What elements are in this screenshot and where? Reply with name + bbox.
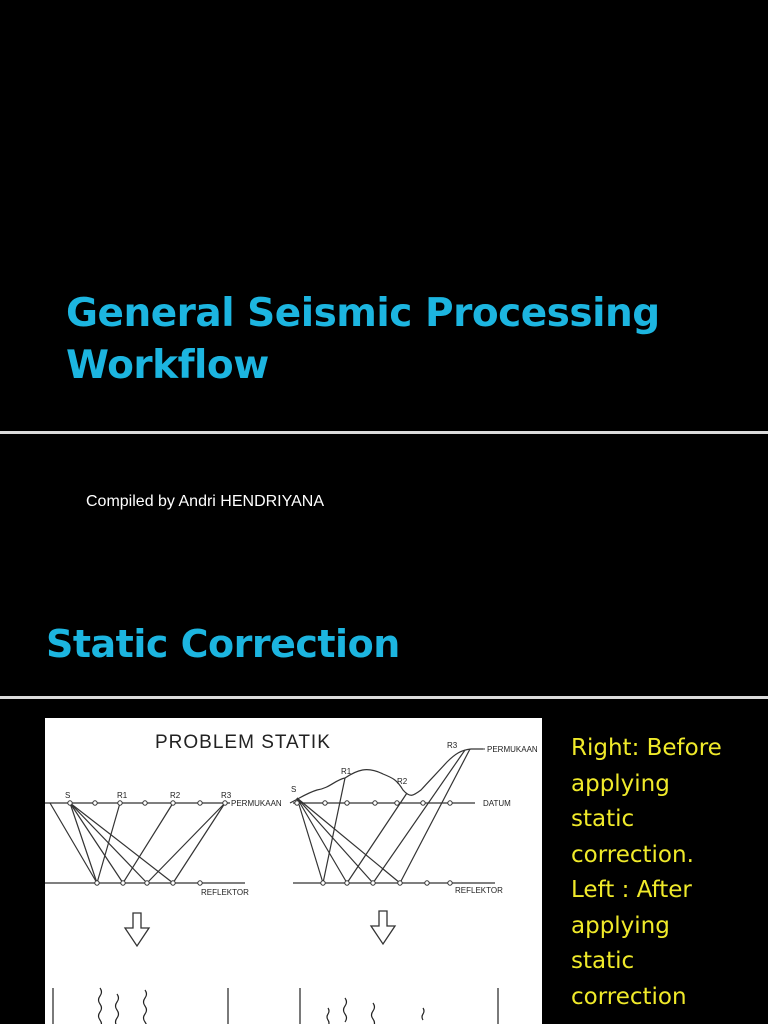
figure-heading: PROBLEM STATIK [155,732,331,753]
right-receiver-label-2: R2 [397,777,408,786]
left-down-arrow [125,913,149,946]
main-title-line-1: General Seismic Processing [66,291,660,336]
subtitle-author: Compiled by Andri HENDRIYANA [86,493,325,510]
right-receiver-label-1: R1 [341,767,352,776]
right-reflector-label: REFLEKTOR [455,886,503,895]
caption-line: applying [571,770,670,797]
left-source-point [68,801,72,805]
main-title-line-2: Workflow [66,343,269,388]
left-surface-label: PERMUKAAN [231,799,282,808]
left-panel-diagram [45,803,245,883]
left-receiver-label-2: R2 [170,791,181,800]
left-receiver-label-1: R1 [117,791,128,800]
slide-3 [0,622,768,1024]
right-receiver-label-3: R3 [447,741,458,750]
left-receiver-label-3: R3 [221,791,232,800]
left-source-label: S [65,791,71,800]
section-title: Static Correction [46,622,400,666]
caption-line: Left : After [571,877,692,903]
right-surface-label: PERMUKAAN [487,745,538,754]
slide-divider [0,696,768,699]
right-panel-diagram [290,749,495,883]
main-title [66,288,746,392]
right-down-arrow [371,911,395,944]
caption-line: static [571,948,635,974]
slide-divider [0,431,768,434]
caption-line: applying [571,912,670,939]
caption-line: correction [571,983,687,1010]
seismic-traces [53,988,498,1024]
static-problem-figure [45,718,542,1024]
right-datum-label: DATUM [483,799,511,808]
right-surface-topography [290,749,483,803]
slide-1 [0,0,768,430]
figure-caption [571,731,761,1015]
right-source-label: S [291,785,297,794]
caption-line: static [571,806,635,832]
caption-line: correction. [571,841,694,868]
left-reflector-label: REFLEKTOR [201,888,249,897]
caption-line: Right: Before [571,735,722,761]
